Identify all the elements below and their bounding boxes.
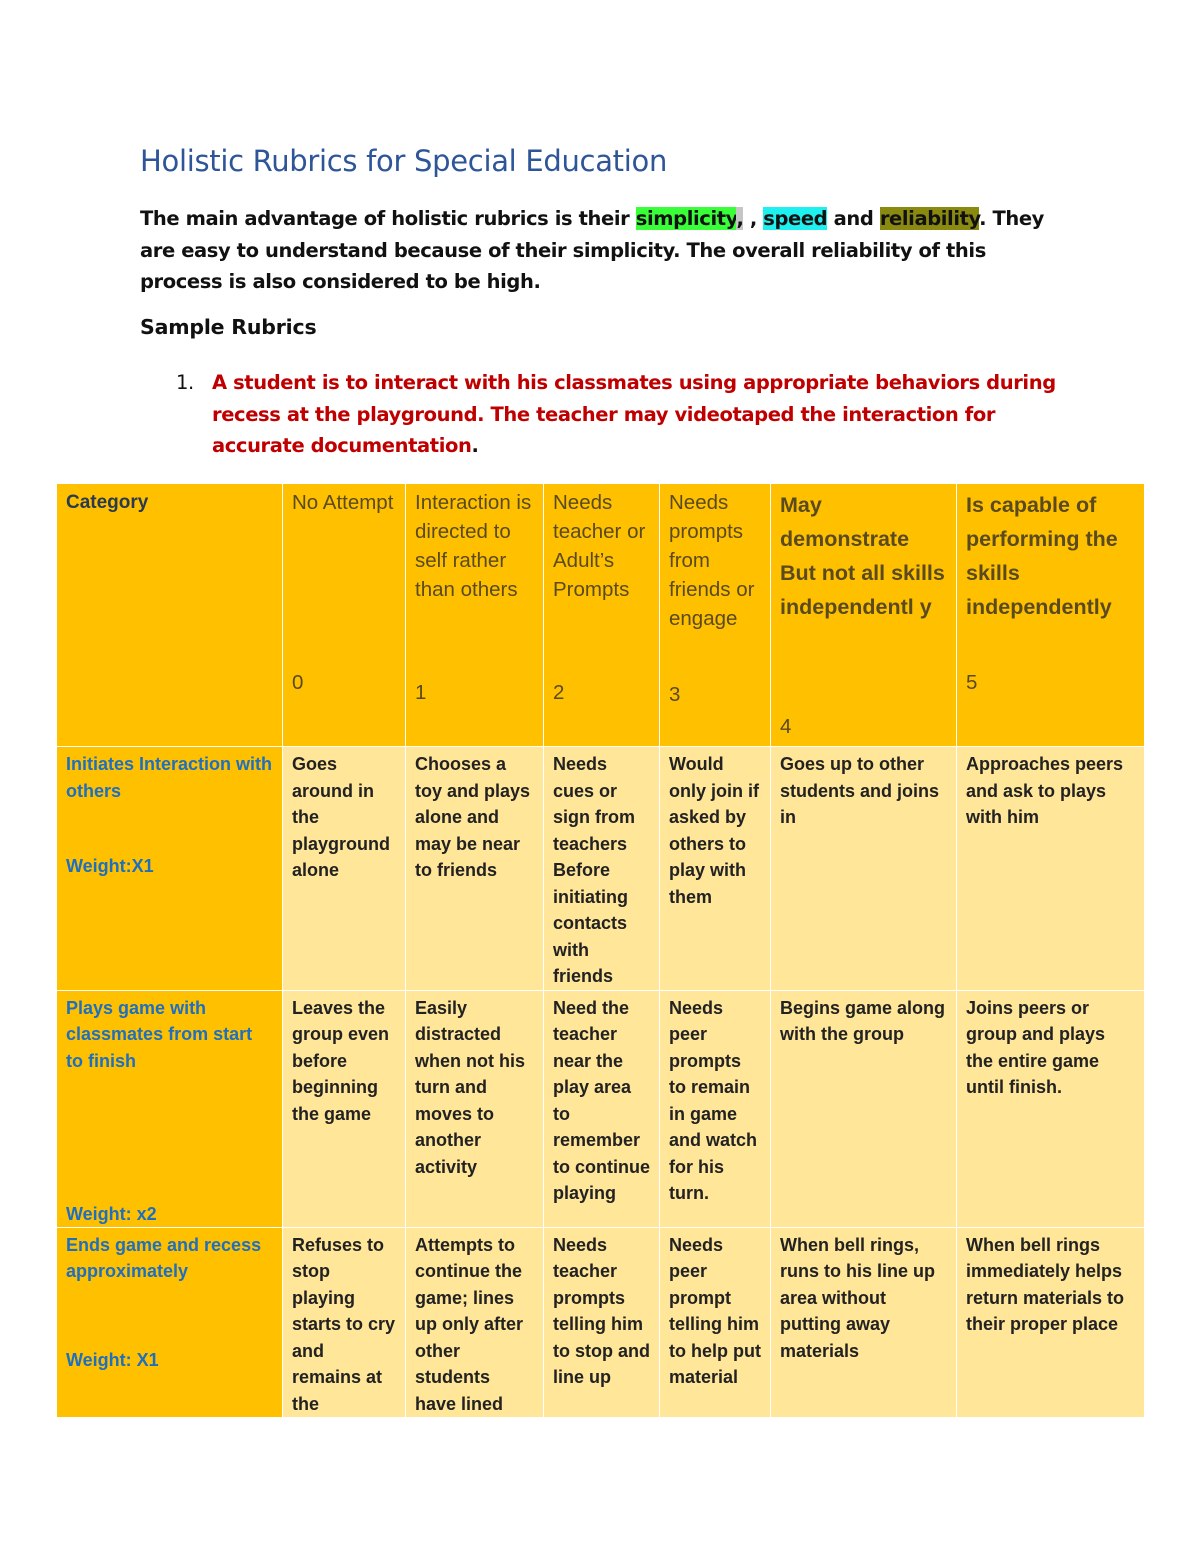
rubric-cell: Needs peer prompts to remain in game and watch for his turn. — [660, 990, 771, 1227]
highlight-speed: speed — [763, 207, 828, 230]
category-label: Plays game with classmates from start to finish — [66, 997, 253, 1071]
rubric-cell: Would only join if asked by others to play with them — [660, 747, 771, 991]
category-cell — [57, 747, 283, 991]
level-score: 4 — [780, 715, 792, 738]
intro-text-end: . They are easy to understand because of their simplicity. The overall reliability of this process is also considered to be high. — [140, 207, 1044, 293]
intro-paragraph — [140, 203, 1070, 298]
task-period: . — [471, 434, 479, 457]
task-text: A student is to interact with his classmates using appropriate behaviors during recess at the playground. The teacher may videotaped the interaction for accurate documentation — [212, 371, 1056, 457]
task-list-item — [176, 367, 1066, 462]
header-level-2 — [544, 484, 660, 747]
level-label: May demonstrate But not all skills independentl y — [780, 493, 945, 619]
header-level-5 — [957, 484, 1145, 747]
rubric-cell: When bell rings, runs to his line up area without putting away materials — [771, 1227, 957, 1418]
category-label: Initiates Interaction with others — [66, 754, 273, 801]
highlight-simplicity: simplicity — [635, 207, 737, 230]
intro-text-start: The main advantage of holistic rubrics is their — [140, 207, 636, 230]
table-row — [57, 1227, 1145, 1418]
rubric-cell: Approaches peers and ask to plays with him — [957, 747, 1145, 991]
header-category — [57, 484, 283, 747]
rubric-cell: Refuses to stop playing starts to cry and remains at the — [283, 1227, 406, 1418]
rubric-cell: Easily distracted when not his turn and moves to another activity — [406, 990, 544, 1227]
level-score: 5 — [966, 671, 978, 694]
level-score: 3 — [669, 683, 681, 706]
header-level-1 — [406, 484, 544, 747]
rubric-cell: When bell rings immediately helps return materials to their proper place — [957, 1227, 1145, 1418]
rubric-cell: Chooses a toy and plays alone and may be near to friends — [406, 747, 544, 991]
rubric-cell: Need the teacher near the play area to remember to continue playing — [544, 990, 660, 1227]
header-category-label: Category — [66, 492, 149, 513]
category-cell — [57, 990, 283, 1227]
category-label: Ends game and recess approximately — [66, 1234, 262, 1281]
document-title: Holistic Rubrics for Special Education — [140, 144, 668, 178]
category-cell — [57, 1227, 283, 1418]
section-heading: Sample Rubrics — [140, 315, 317, 339]
task-description — [212, 367, 1066, 462]
header-level-3 — [660, 484, 771, 747]
highlight-comma: , — [736, 207, 744, 230]
intro-separator-1: , — [743, 207, 764, 230]
level-score: 0 — [292, 671, 304, 694]
intro-separator-2: and — [827, 207, 880, 230]
rubric-cell: Goes up to other students and joins in — [771, 747, 957, 991]
rubric-cell: Needs peer prompt telling him to help put material — [660, 1227, 771, 1418]
weight-label: Weight: x2 — [66, 1203, 157, 1224]
rubric-header-row — [57, 484, 1145, 747]
header-level-0 — [283, 484, 406, 747]
highlight-reliability: reliability — [879, 207, 980, 230]
list-number: 1. — [176, 371, 194, 394]
rubric-table — [56, 483, 1145, 1418]
weight-label: Weight: X1 — [66, 1349, 159, 1370]
level-label: Interaction is directed to self rather than others — [415, 491, 532, 601]
table-row — [57, 747, 1145, 991]
rubric-cell: Leaves the group even before beginning the game — [283, 990, 406, 1227]
table-row — [57, 990, 1145, 1227]
rubric-cell: Begins game along with the group — [771, 990, 957, 1227]
level-label: Needs prompts from friends or engage — [669, 491, 755, 630]
rubric-cell: Needs teacher prompts telling him to stop and line up — [544, 1227, 660, 1418]
level-label: Is capable of performing the skills independently — [966, 493, 1118, 619]
weight-label: Weight:X1 — [66, 856, 154, 876]
level-label: No Attempt — [292, 491, 394, 514]
rubric-cell: Joins peers or group and plays the entire game until finish. — [957, 990, 1145, 1227]
rubric-cell: Attempts to continue the game; lines up only after other students have lined — [406, 1227, 544, 1418]
level-score: 2 — [553, 681, 565, 704]
rubric-cell: Goes around in the playground alone — [283, 747, 406, 991]
level-score: 1 — [415, 681, 427, 704]
rubric-cell: Needs cues or sign from teachers Before initiating contacts with friends — [544, 747, 660, 991]
header-level-4 — [771, 484, 957, 747]
level-label: Needs teacher or Adult’s Prompts — [553, 491, 646, 601]
